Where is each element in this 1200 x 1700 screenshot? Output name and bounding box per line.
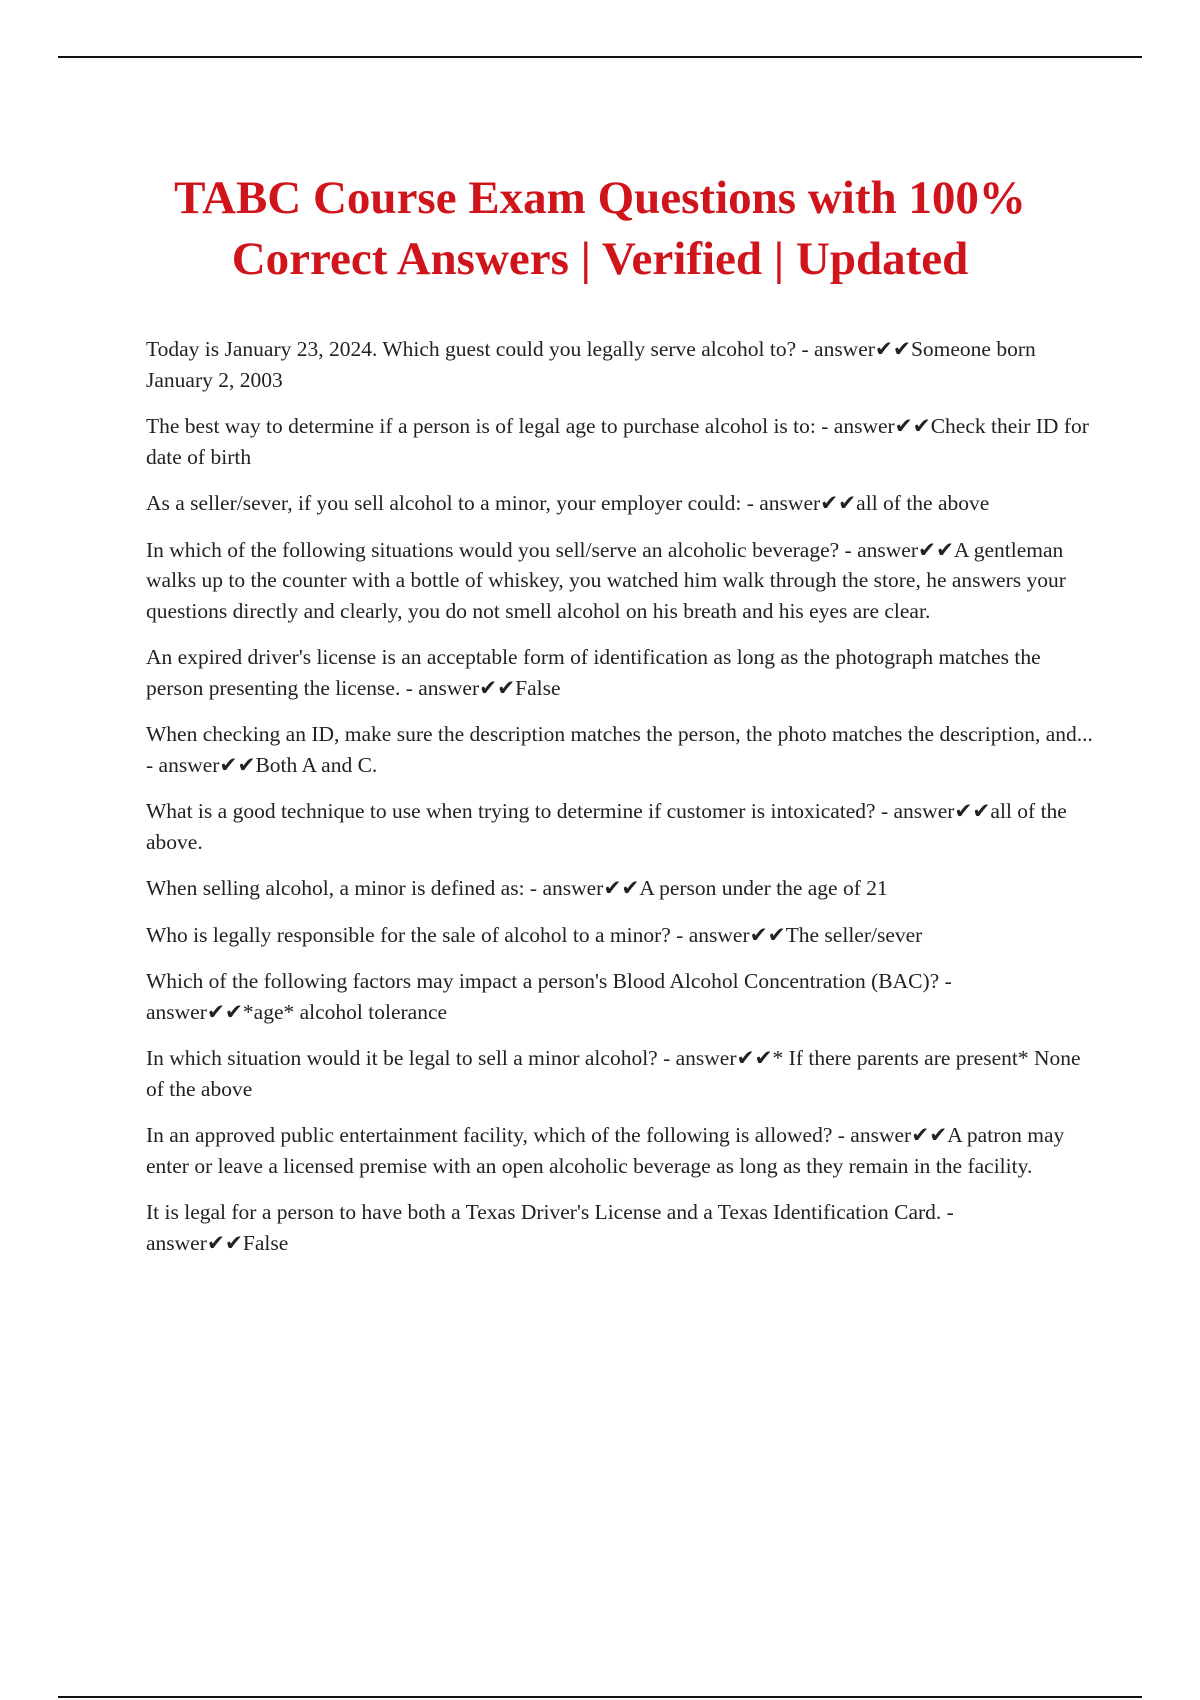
qa-item: Today is January 23, 2024. Which guest could you legally serve alcohol to? - answer✔✔Someone born January 2, 2003 (146, 337, 1036, 392)
qa-item: In an approved public entertainment facility, which of the following is allowed? - answer✔✔A patron may enter or leave a licensed premise with an open alcoholic beverage as long as they remain in the facility. (146, 1123, 1065, 1178)
qa-item: When selling alcohol, a minor is defined as: - answer✔✔A person under the age of 21 (146, 876, 888, 900)
qa-item: An expired driver's license is an acceptable form of identification as long as the photograph matches the person presenting the license. - answer✔✔False (146, 645, 1041, 700)
title-line-2: Correct Answers | Verified | Updated (231, 233, 969, 285)
qa-item: Which of the following factors may impact a person's Blood Alcohol Concentration (BAC)? - answer✔✔*age* alcohol tolerance (146, 969, 952, 1024)
qa-item: In which situation would it be legal to sell a minor alcohol? - answer✔✔* If there parents are present* None of the above (146, 1046, 1081, 1101)
qa-item: It is legal for a person to have both a Texas Driver's License and a Texas Identification Card. - answer✔✔False (146, 1200, 954, 1255)
qa-item: As a seller/sever, if you sell alcohol to a minor, your employer could: - answer✔✔all of the above (146, 491, 990, 515)
qa-item: In which of the following situations would you sell/serve an alcoholic beverage? - answer✔✔A gentleman walks up to the counter with a bottle of whiskey, you watched him walk through the store, he answers your questions directly and clearly, you do not smell alcohol on his breath and his eyes are clear. (146, 537, 1066, 623)
qa-item: Who is legally responsible for the sale of alcohol to a minor? - answer✔✔The seller/sever (146, 922, 923, 947)
title-line-1: TABC Course Exam Questions with 100% (174, 172, 1026, 224)
qa-item: What is a good technique to use when trying to determine if customer is intoxicated? - answer✔✔all of the above. (146, 799, 1067, 854)
document-title (100, 168, 1100, 290)
qa-item: The best way to determine if a person is of legal age to purchase alcohol is to: - answer✔✔Check their ID for date of birth (146, 414, 1089, 469)
bottom-rule (58, 1696, 1142, 1698)
question-answer-list (146, 334, 1096, 1274)
top-rule (58, 56, 1142, 58)
qa-item: When checking an ID, make sure the description matches the person, the photo matches the description, and... - answer✔✔Both A and C. (146, 722, 1093, 777)
